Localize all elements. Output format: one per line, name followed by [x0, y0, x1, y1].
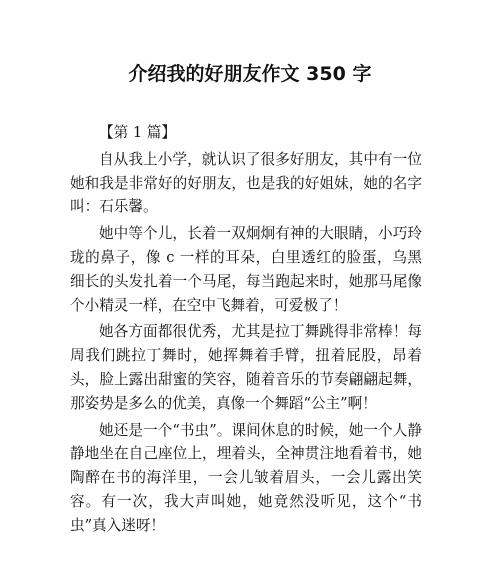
section-label: 【第 1 篇】	[99, 124, 176, 141]
paragraph-2: 她中等个儿，长着一双炯炯有神的大眼睛，小巧玲珑的鼻子，像 c 一样的耳朵，白里透红的脸蛋，乌黑细长的头发扎着一个马尾，每当跑起来时，她那马尾像个小精灵一样，在空中飞舞着，可爱极了！	[70, 225, 422, 314]
document-title: 介绍我的好朋友作文 350 字	[128, 63, 372, 85]
paragraph-4: 她还是一个“书虫”。课间休息的时候，她一个人静静地坐在自己座位上，埋着头，全神贯注地看着书，她陶醉在书的海洋里，一会儿皱着眉头，一会儿露出笑容。有一次，我大声叫她，她竟然没听见，这个“书虫”真入迷呀！	[70, 421, 422, 534]
paragraph-3: 她各方面都很优秀，尤其是拉丁舞跳得非常棒！每周我们跳拉丁舞时，她挥舞着手臂，扭着屁股，昂着头，脸上露出甜蜜的笑容，随着音乐的节奏翩翩起舞，那姿势是多么的优美，真像一个舞蹈“公主”啊！	[70, 323, 422, 412]
document-body	[70, 121, 422, 541]
paragraph-1: 自从我上小学，就认识了很多好朋友，其中有一位她和我是非常好的好朋友，也是我的好姐妹，她的名字叫：石乐馨。	[70, 150, 422, 216]
